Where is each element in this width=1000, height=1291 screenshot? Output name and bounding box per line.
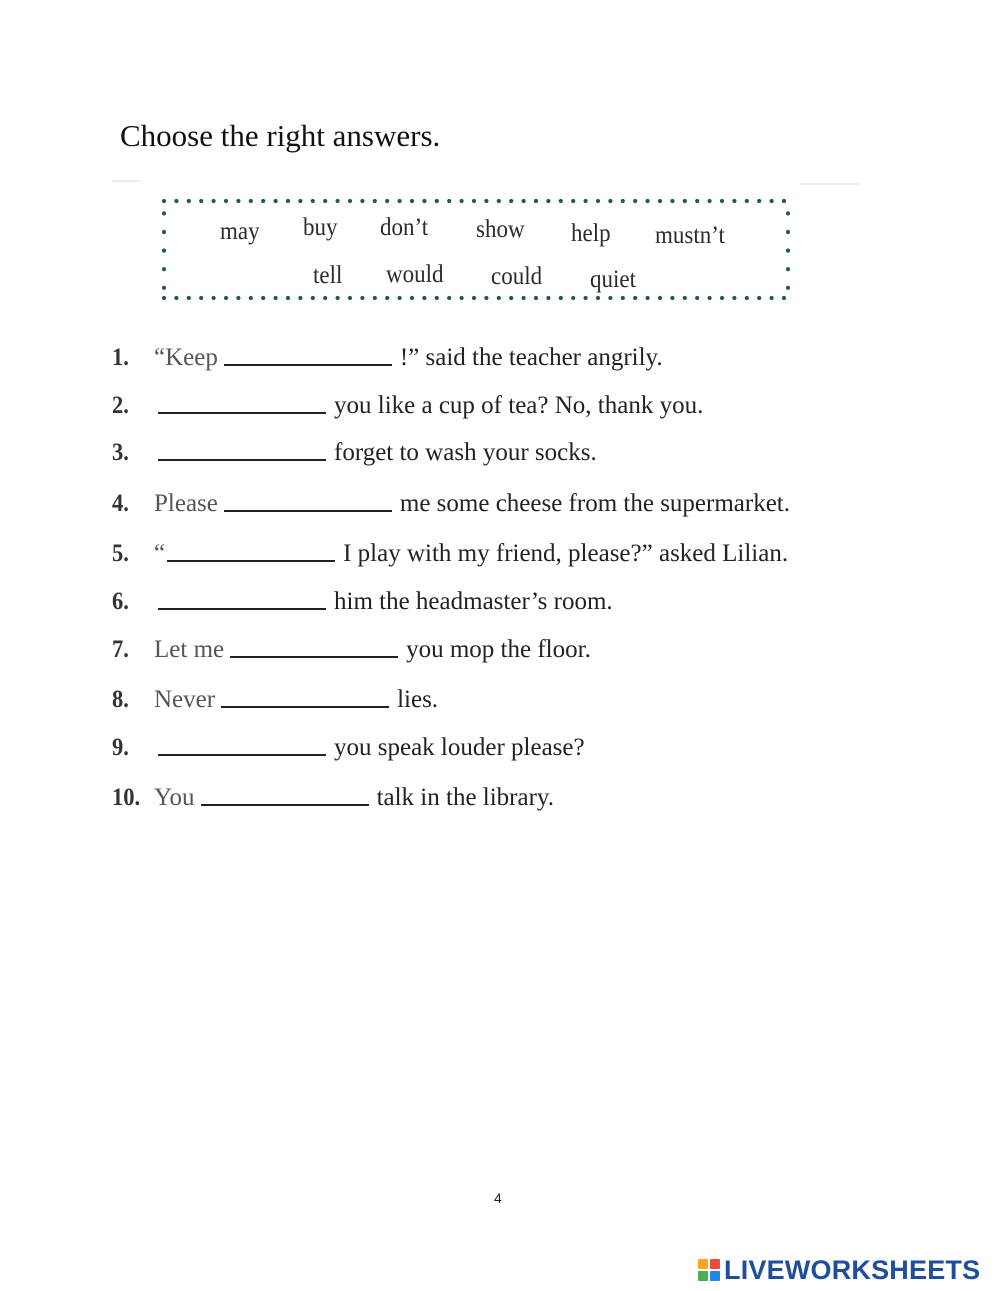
border-dot — [385, 199, 389, 203]
border-dot — [782, 199, 786, 203]
border-dot — [199, 296, 203, 300]
border-dot — [670, 296, 674, 300]
border-dot — [571, 199, 575, 203]
answer-blank[interactable] — [158, 608, 326, 610]
question-item — [112, 534, 788, 568]
word-show: show — [476, 216, 525, 243]
question-item — [112, 728, 585, 762]
logo-square — [710, 1271, 720, 1281]
instruction-heading: Choose the right answers. — [120, 118, 441, 153]
border-dot — [249, 199, 253, 203]
border-dot — [522, 296, 526, 300]
border-dot — [199, 199, 203, 203]
question-prefix: Please — [154, 490, 218, 517]
border-dot — [373, 199, 377, 203]
border-dot — [534, 199, 538, 203]
scan-artifact — [800, 183, 860, 185]
liveworksheets-brand[interactable] — [698, 1255, 980, 1285]
word-dont: don’t — [380, 214, 429, 241]
border-dot — [224, 199, 228, 203]
answer-blank[interactable] — [224, 364, 392, 366]
border-dot — [584, 199, 588, 203]
border-dot — [745, 296, 749, 300]
border-dot — [298, 296, 302, 300]
border-dot — [708, 199, 712, 203]
border-dot — [212, 296, 216, 300]
border-dot — [460, 296, 464, 300]
word-may: may — [220, 218, 260, 245]
border-dot — [410, 296, 414, 300]
border-dot — [236, 296, 240, 300]
question-suffix: talk in the library. — [376, 784, 555, 811]
border-dot — [596, 199, 600, 203]
border-dot — [422, 296, 426, 300]
border-dot — [571, 296, 575, 300]
answer-blank[interactable] — [224, 510, 392, 512]
border-dot — [311, 296, 315, 300]
word-would: would — [386, 261, 444, 288]
question-number: 9. — [112, 734, 129, 761]
border-dot — [670, 199, 674, 203]
logo-square — [698, 1271, 708, 1281]
border-dot — [410, 199, 414, 203]
border-dot — [249, 296, 253, 300]
answer-blank[interactable] — [158, 459, 326, 461]
border-dot — [720, 199, 724, 203]
brand-name: LIVEWORKSHEETS — [724, 1254, 981, 1285]
border-dot — [298, 199, 302, 203]
border-dot — [770, 199, 774, 203]
word-mustnt: mustn’t — [655, 222, 725, 249]
border-dot — [398, 199, 402, 203]
word-bank-box — [160, 196, 792, 302]
logo-square — [698, 1259, 708, 1269]
border-dot — [708, 296, 712, 300]
question-number: 3. — [112, 439, 129, 466]
border-dot — [596, 296, 600, 300]
border-dot — [162, 199, 166, 203]
border-dot — [683, 296, 687, 300]
border-dot — [472, 199, 476, 203]
question-item — [112, 582, 613, 616]
border-dot — [646, 199, 650, 203]
border-dot — [174, 296, 178, 300]
border-dot — [385, 296, 389, 300]
border-dot — [683, 199, 687, 203]
border-dot — [658, 199, 662, 203]
border-dot — [286, 199, 290, 203]
border-dot — [770, 296, 774, 300]
border-dot — [584, 296, 588, 300]
border-dot — [398, 296, 402, 300]
page-number: 4 — [494, 1190, 502, 1206]
border-dot — [472, 296, 476, 300]
border-dot — [786, 211, 790, 215]
border-dot — [745, 199, 749, 203]
border-dot — [633, 199, 637, 203]
border-dot — [323, 199, 327, 203]
border-dot — [261, 296, 265, 300]
question-suffix: forget to wash your socks. — [334, 439, 597, 466]
question-item — [112, 338, 663, 372]
border-dot — [497, 199, 501, 203]
border-dot — [633, 296, 637, 300]
border-dot — [435, 296, 439, 300]
border-dot — [608, 296, 612, 300]
border-dot — [336, 199, 340, 203]
border-dot — [360, 199, 364, 203]
border-dot — [422, 199, 426, 203]
logo-square — [710, 1259, 720, 1269]
question-number: 10. — [112, 784, 141, 811]
border-dot — [732, 296, 736, 300]
scan-artifact — [112, 180, 140, 182]
question-suffix: lies. — [397, 686, 439, 713]
question-suffix: me some cheese from the supermarket. — [399, 490, 790, 517]
liveworksheets-logo-icon — [698, 1259, 720, 1281]
question-item — [112, 484, 790, 518]
border-dot — [162, 211, 166, 215]
border-dot — [497, 296, 501, 300]
border-dot — [534, 296, 538, 300]
border-dot — [162, 230, 166, 234]
border-dot — [621, 296, 625, 300]
border-dot — [274, 199, 278, 203]
border-dot — [348, 296, 352, 300]
border-dot — [484, 199, 488, 203]
border-dot — [360, 296, 364, 300]
border-dot — [447, 199, 451, 203]
question-number: 1. — [112, 344, 129, 371]
border-dot — [720, 296, 724, 300]
border-dot — [348, 199, 352, 203]
word-buy: buy — [303, 214, 338, 241]
answer-blank[interactable] — [158, 754, 326, 756]
border-dot — [460, 199, 464, 203]
border-dot — [546, 199, 550, 203]
border-dot — [212, 199, 216, 203]
border-dot — [646, 296, 650, 300]
border-dot — [311, 199, 315, 203]
border-dot — [162, 286, 166, 290]
answer-blank[interactable] — [158, 412, 326, 414]
border-dot — [786, 249, 790, 253]
question-prefix: You — [154, 784, 195, 811]
border-dot — [224, 296, 228, 300]
border-dot — [695, 296, 699, 300]
answer-blank[interactable] — [221, 706, 389, 708]
question-prefix: Never — [154, 686, 216, 713]
question-suffix: you like a cup of tea? No, thank you. — [334, 392, 704, 419]
border-dot — [286, 296, 290, 300]
question-suffix: him the headmaster’s room. — [334, 588, 613, 615]
answer-blank[interactable] — [201, 804, 369, 806]
question-number: 2. — [112, 392, 129, 419]
border-dot — [323, 296, 327, 300]
question-number: 7. — [112, 636, 129, 663]
border-dot — [621, 199, 625, 203]
word-quiet: quiet — [590, 266, 636, 293]
question-item — [112, 433, 597, 467]
border-dot — [162, 249, 166, 253]
border-dot — [187, 199, 191, 203]
border-dot — [162, 296, 166, 300]
border-dot — [559, 199, 563, 203]
border-dot — [757, 296, 761, 300]
word-tell: tell — [313, 262, 343, 289]
border-dot — [336, 296, 340, 300]
border-dot — [757, 199, 761, 203]
question-prefix: “ — [154, 540, 166, 567]
border-dot — [786, 286, 790, 290]
word-could: could — [491, 263, 543, 290]
question-number: 6. — [112, 588, 129, 615]
word-help: help — [571, 220, 611, 247]
border-dot — [786, 230, 790, 234]
border-dot — [261, 199, 265, 203]
border-dot — [732, 199, 736, 203]
border-dot — [236, 199, 240, 203]
question-item — [112, 386, 703, 420]
question-prefix: Let me — [154, 636, 225, 663]
question-item — [112, 778, 554, 812]
border-dot — [162, 267, 166, 271]
question-item — [112, 680, 438, 714]
question-suffix: you speak louder please? — [334, 734, 585, 761]
border-dot — [782, 296, 786, 300]
border-dot — [373, 296, 377, 300]
answer-blank[interactable] — [167, 560, 335, 562]
question-suffix: you mop the floor. — [406, 636, 591, 663]
border-dot — [695, 199, 699, 203]
border-dot — [187, 296, 191, 300]
question-number: 4. — [112, 490, 129, 517]
border-dot — [522, 199, 526, 203]
question-number: 5. — [112, 540, 129, 567]
question-item — [112, 630, 591, 664]
border-dot — [447, 296, 451, 300]
answer-blank[interactable] — [230, 656, 398, 658]
question-suffix: !” said the teacher angrily. — [399, 344, 663, 371]
border-dot — [435, 199, 439, 203]
border-dot — [608, 199, 612, 203]
border-dot — [484, 296, 488, 300]
border-dot — [174, 199, 178, 203]
border-dot — [509, 199, 513, 203]
border-dot — [274, 296, 278, 300]
border-dot — [509, 296, 513, 300]
border-dot — [658, 296, 662, 300]
border-dot — [559, 296, 563, 300]
question-prefix: “Keep — [154, 344, 218, 371]
border-dot — [786, 267, 790, 271]
border-dot — [546, 296, 550, 300]
question-number: 8. — [112, 686, 129, 713]
question-suffix: I play with my friend, please?” asked Lilian. — [343, 540, 789, 567]
